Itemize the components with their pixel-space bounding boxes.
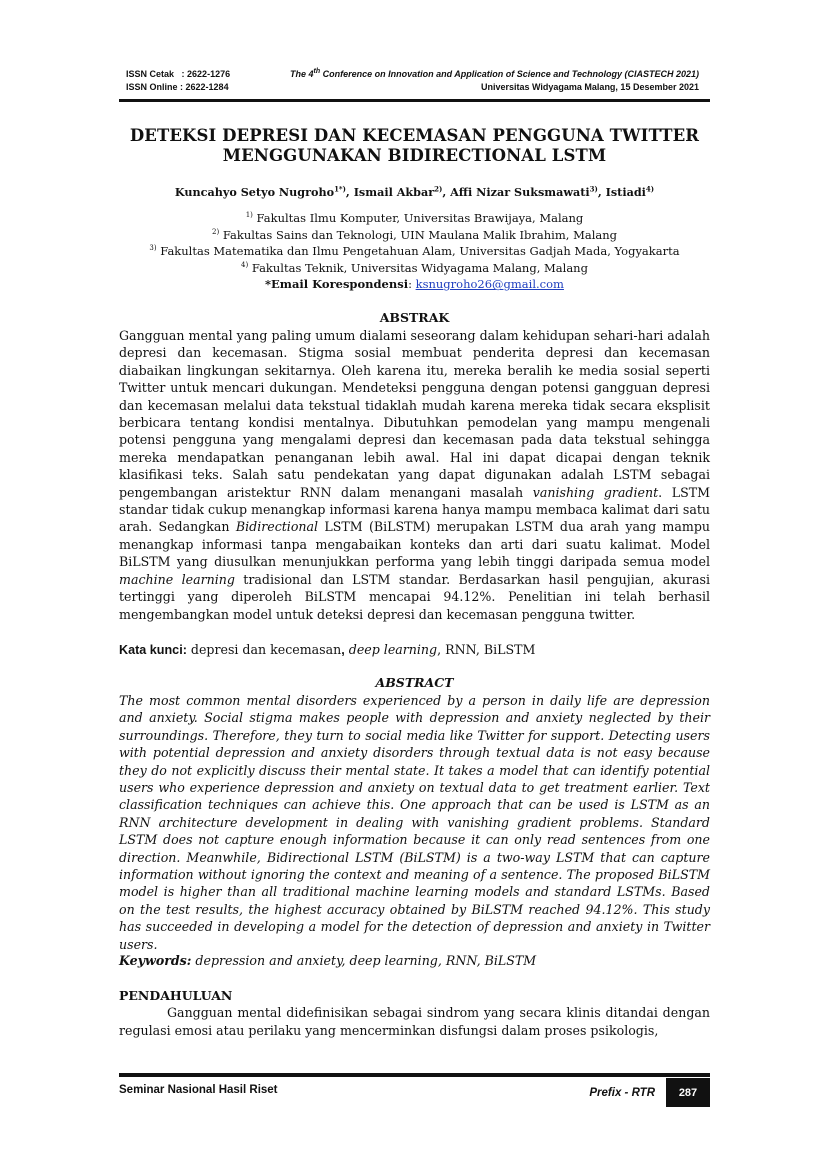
- issn-online-value: : 2622-1284: [180, 82, 229, 92]
- affiliation-text: Fakultas Ilmu Komputer, Universitas Brawijaya, Malang: [252, 211, 584, 225]
- kata-kunci-text: , RNN, BiLSTM: [437, 642, 536, 657]
- author-name: Affi Nizar Suksmawati: [450, 185, 590, 199]
- issn-cetak: [126, 68, 230, 81]
- issn-block: [126, 68, 230, 94]
- author: [606, 185, 654, 199]
- issn-online: [126, 81, 230, 94]
- keywords-text: depression and anxiety, deep learning, RNN, BiLSTM: [191, 953, 537, 968]
- affiliation-sup: 3): [149, 244, 157, 253]
- kata-kunci-italic: deep learning: [344, 642, 438, 657]
- abstrak-paragraph: [119, 327, 710, 623]
- affiliation-text: Fakultas Sains dan Teknologi, UIN Maulana Malik Ibrahim, Malang: [219, 227, 618, 242]
- conf-pre: The 4: [289, 69, 314, 79]
- keywords-label: Keywords:: [119, 953, 192, 968]
- keywords: [119, 952, 710, 969]
- kata-kunci-text: depresi dan kecemasan: [186, 642, 342, 657]
- abstrak-text: tradisional dan LSTM standar. Berdasarkan hasil pengujian, akurasi tertinggi yang diperoleh BiLSTM mencapai 94.12%. Penelitian ini telah berhasil mengembangkan model untuk deteksi depresi dan kecemasan pengguna twitter.: [119, 571, 711, 622]
- issn-cetak-label: ISSN Cetak: [126, 69, 175, 79]
- affiliation: [110, 210, 719, 227]
- kata-kunci-comma: ,: [341, 643, 345, 657]
- footer-prefix: Prefix - RTR: [589, 1087, 655, 1099]
- author-sup: 3): [589, 184, 598, 194]
- title-line-2: MENGGUNAKAN BIDIRECTIONAL LSTM: [222, 146, 607, 165]
- kata-kunci: [119, 641, 710, 659]
- email-colon: :: [408, 277, 416, 292]
- author-name: Ismail Akbar: [353, 185, 435, 199]
- affiliation: [110, 243, 719, 260]
- abstract-heading: ABSTRACT: [375, 675, 454, 690]
- footer-rule: [119, 1073, 710, 1077]
- author-sep: ,: [597, 185, 606, 199]
- affiliation-sup: 1): [245, 211, 253, 220]
- affiliation-text: Fakultas Teknik, Universitas Widyagama Malang, Malang: [248, 260, 588, 275]
- abstrak-italic: machine learning: [119, 571, 235, 587]
- affiliation-sup: 2): [211, 227, 220, 236]
- footer-seminar: Seminar Nasional Hasil Riset: [119, 1084, 278, 1096]
- issn-cetak-value: : 2622-1276: [181, 69, 231, 79]
- author-sep: ,: [442, 185, 451, 199]
- author: [450, 185, 606, 199]
- author-sep: ,: [345, 185, 354, 199]
- email-link[interactable]: ksnugroho26@gmail.com: [415, 277, 564, 292]
- abstrak-heading: ABSTRAK: [379, 310, 450, 325]
- author-list: [119, 185, 710, 200]
- author-name: Istiadi: [605, 185, 646, 199]
- author-sup: 2): [434, 184, 443, 194]
- author-name: Kuncahyo Setyo Nugroho: [174, 185, 335, 199]
- author-sup: 4): [645, 184, 655, 194]
- conf-post: Conference on Innovation and Application of Science and Technology (CIASTECH 2021): [320, 69, 699, 79]
- affiliation: [110, 227, 719, 244]
- abstrak-italic: vanishing gradient: [532, 484, 659, 500]
- paper-title: [119, 126, 710, 166]
- abstrak-text: LSTM (BiLSTM) merupakan LSTM dua arah yang mampu menangkap informasi tanpa mengabaikan konteks dan arti dari suatu kalimat. Model BiLSTM yang diusulkan menunjukkan performa yang lebih tinggi daripada semua model: [119, 519, 711, 570]
- abstrak-text: Gangguan mental yang paling umum dialami seseorang dalam kehidupan sehari-hari adalah depresi dan kecemasan. Stigma sosial membuat penderita depresi dan kecemasan diabaikan lingkungan sekitarnya. Oleh karena itu, mereka beralih ke media sosial seperti Twitter untuk mencari dukungan. Mendeteksi pengguna dengan potensi gangguan depresi dan kecemasan melalui data tekstual tidaklah mudah karena mereka tidak secara eksplisit berbicara tentang kondisi mentalnya. Dibutuhkan pemodelan yang mampu mengenali potensi pengguna yang mengalami depresi dan kecemasan pada data tekstual sehingga mereka mendapatkan penanganan lebih awal. Hal ini dapat dicapai dengan teknik klasifikasi teks. Salah satu pendekatan yang dapat digunakan adalah LSTM sebagai pengembangan aristektur RNN dalam menangani masalah: [119, 328, 710, 500]
- abstrak-italic: Bidirectional: [235, 519, 319, 535]
- conf-sup: th: [313, 68, 321, 75]
- conference-name: [290, 68, 699, 81]
- abstract-paragraph: The most common mental disorders experienced by a person in daily life are depression and anxiety. Social stigma makes people with depression and anxiety neglected by their surroundings. Therefore, they turn to social media like Twitter for support. Detecting users with potential depression and anxiety disorders through textual data is not easy because they do not explicitly discuss their mental state. It takes a model that can identify potential users who experience depression and anxiety on textual data to get treatment earlier. Text classification techniques can achieve this. One approach that can be used is LSTM as an RNN architecture development in dealing with vanishing gradient problems. Standard LSTM does not capture enough information because it can only read sentences from one direction. Meanwhile, Bidirectional LSTM (BiLSTM) is a two-way LSTM that can capture information without ignoring the context and meaning of a sentence. The proposed BiLSTM model is higher than all traditional machine learning models and standard LSTMs. Based on the test results, the highest accuracy obtained by BiLSTM reached 94.12%. This study has succeeded in developing a model for the detection of depression and anxiety in Twitter users.: [119, 693, 710, 952]
- abstrak-text: . LSTM standar tidak cukup menangkap informasi karena hanya mampu membaca kalimat dari satu arah. Sedangkan: [119, 484, 711, 535]
- conference-block: [290, 68, 699, 94]
- author-sup: 1*): [334, 184, 346, 194]
- affiliation-text: Fakultas Matematika dan Ilmu Pengetahuan Alam, Universitas Gadjah Mada, Yogyakarta: [156, 244, 680, 259]
- section-heading: PENDAHULUAN: [119, 988, 233, 1003]
- author: [354, 185, 450, 199]
- correspondence: [110, 276, 719, 293]
- affiliation-sup: 4): [241, 260, 249, 269]
- pendahuluan-text: Gangguan mental didefinisikan sebagai sindrom yang secara klinis ditandai dengan regulasi emosi atau perilaku yang mencerminkan disfungsi dalam proses psikologis,: [119, 1005, 710, 1038]
- kata-kunci-label: Kata kunci:: [119, 643, 187, 657]
- affiliation-list: [110, 210, 719, 293]
- header-rule: [119, 99, 710, 102]
- conference-venue: Universitas Widyagama Malang, 15 Desember 2021: [480, 82, 699, 92]
- issn-online-label: ISSN Online: [126, 82, 178, 92]
- page-number: 287: [666, 1078, 710, 1107]
- pendahuluan-paragraph: [119, 1004, 710, 1040]
- title-line-1: DETEKSI DEPRESI DAN KECEMASAN PENGGUNA TWITTER: [129, 126, 700, 145]
- email-label: *Email Korespondensi: [265, 277, 409, 292]
- author: [175, 185, 354, 199]
- affiliation: [110, 260, 719, 277]
